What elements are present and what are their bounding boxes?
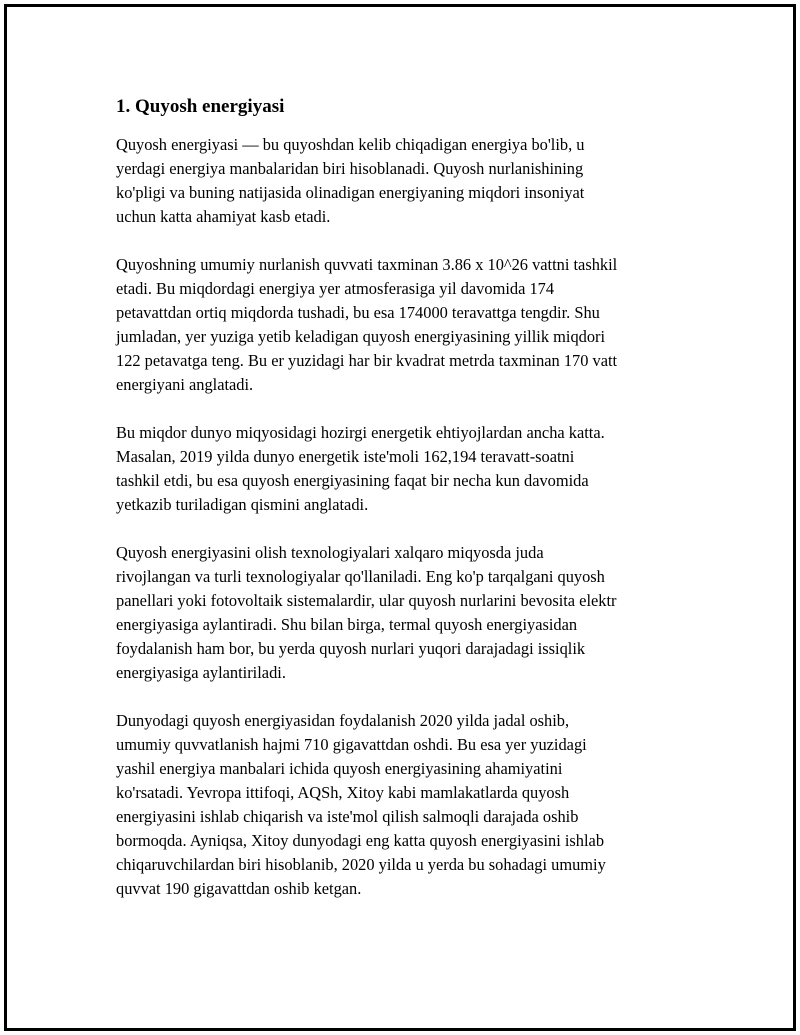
document-body [116,94,696,925]
paragraph-3 [116,421,696,517]
paragraph-line: quvvat 190 gigavattdan oshib ketgan. [116,879,362,898]
paragraph-line: energiyasini ishlab chiqarish va iste'mol qilish salmoqli darajada oshib [116,807,579,826]
paragraph-line: foydalanish ham bor, bu yerda quyosh nurlari yuqori darajadagi issiqlik [116,639,586,658]
paragraph-2 [116,253,696,397]
paragraph-line: etadi. Bu miqdordagi energiya yer atmosferasiga yil davomida 174 [116,279,555,298]
paragraph-line: 122 petavatga teng. Bu er yuzidagi har bir kvadrat metrda taxminan 170 vatt [116,351,618,370]
paragraph-line: umumiy quvvatlanish hajmi 710 gigavattdan oshdi. Bu esa yer yuzidagi [116,735,587,754]
paragraph-line: uchun katta ahamiyat kasb etadi. [116,207,331,226]
paragraph-4 [116,541,696,685]
paragraph-line: ko'rsatadi. Yevropa ittifoqi, AQSh, Xitoy kabi mamlakatlarda quyosh [116,783,570,802]
paragraph-line: yerdagi energiya manbalaridan biri hisoblanadi. Quyosh nurlanishining [116,159,584,178]
paragraph-line: yashil energiya manbalari ichida quyosh energiyasining ahamiyatini [116,759,563,778]
paragraph-line: Quyoshning umumiy nurlanish quvvati taxminan 3.86 x 10^26 vattni tashkil [116,255,618,274]
paragraph-line: energiyasiga aylantiriladi. [116,663,286,682]
paragraph-1 [116,133,696,229]
paragraph-line: jumladan, yer yuziga yetib keladigan quyosh energiyasining yillik miqdori [116,327,606,346]
section-heading: 1. Quyosh energiyasi [116,96,285,117]
paragraph-line: panellari yoki fotovoltaik sistemalardir, ular quyosh nurlarini bevosita elektr [116,591,617,610]
paragraph-line: yetkazib turiladigan qismini anglatadi. [116,495,369,514]
paragraph-5 [116,709,696,901]
paragraph-line: Dunyodagi quyosh energiyasidan foydalanish 2020 yilda jadal oshib, [116,711,570,730]
paragraph-line: Quyosh energiyasi — bu quyoshdan kelib chiqadigan energiya bo'lib, u [116,135,585,154]
paragraph-line: bormoqda. Ayniqsa, Xitoy dunyodagi eng katta quyosh energiyasini ishlab [116,831,605,850]
paragraph-line: Quyosh energiyasini olish texnologiyalari xalqaro miqyosda juda [116,543,544,562]
paragraph-line: Bu miqdor dunyo miqyosidagi hozirgi energetik ehtiyojlardan ancha katta. [116,423,605,442]
paragraph-line: energiyani anglatadi. [116,375,254,394]
paragraph-line: rivojlangan va turli texnologiyalar qo'llaniladi. Eng ko'p tarqalgani quyosh [116,567,605,586]
paragraph-line: energiyasiga aylantiradi. Shu bilan birga, termal quyosh energiyasidan [116,615,578,634]
paragraph-line: ko'pligi va buning natijasida olinadigan energiyaning miqdori insoniyat [116,183,585,202]
paragraph-line: petavattdan ortiq miqdorda tushadi, bu esa 174000 teravattga tengdir. Shu [116,303,600,322]
paragraph-line: chiqaruvchilardan biri hisoblanib, 2020 yilda u yerda bu sohadagi umumiy [116,855,606,874]
paragraph-line: Masalan, 2019 yilda dunyo energetik iste'moli 162,194 teravatt-soatni [116,447,575,466]
paragraph-line: tashkil etdi, bu esa quyosh energiyasining faqat bir necha kun davomida [116,471,589,490]
